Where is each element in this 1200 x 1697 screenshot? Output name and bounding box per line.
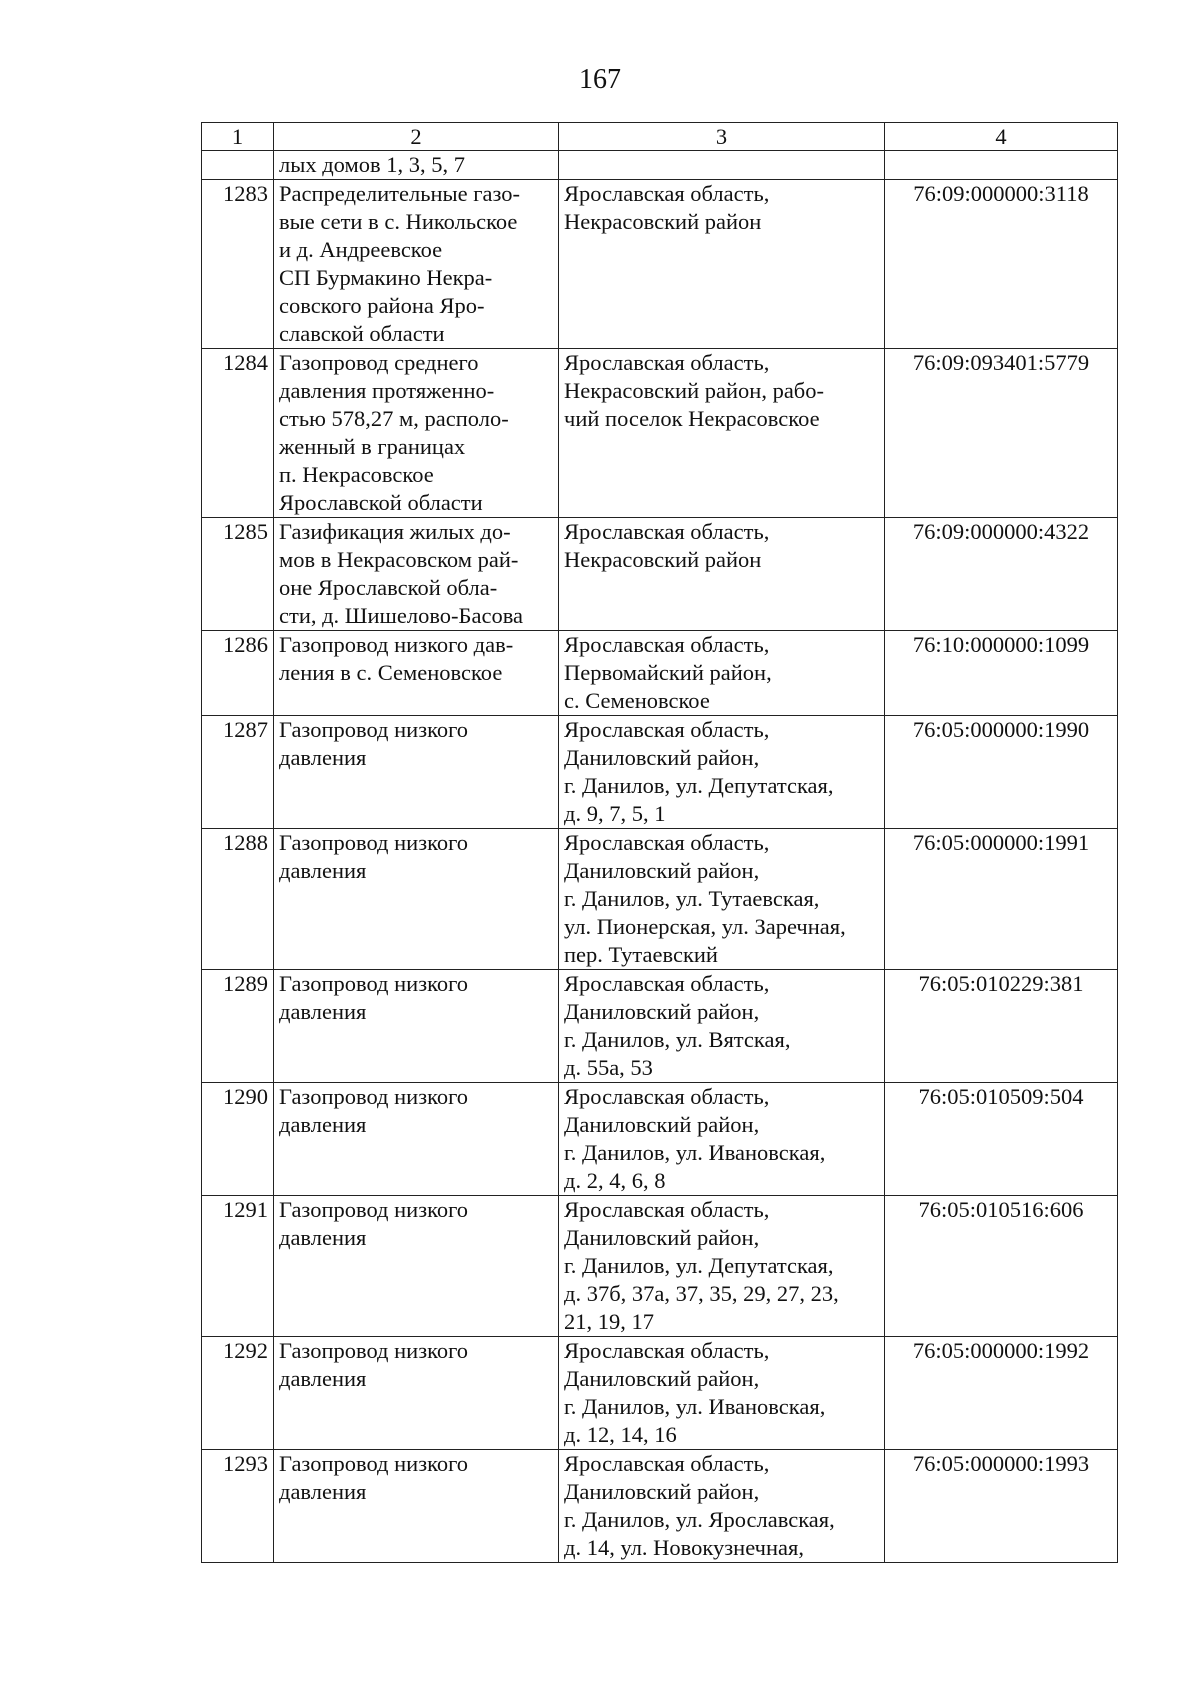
column-header-3: 3 [559,123,885,151]
object-name: Газопровод среднего давления протяженно- стью 578,27 м, располо- женный в границах п. Некрасовское Ярославской области [274,349,559,518]
row-number: 1291 [202,1196,274,1337]
table-row [202,180,1118,349]
object-location: Ярославская область, Некрасовский район [559,518,885,631]
column-header-4: 4 [885,123,1118,151]
column-header-2: 2 [274,123,559,151]
object-name: Газопровод низкого давления [274,970,559,1083]
cadastral-number: 76:09:000000:3118 [885,180,1118,349]
row-number: 1286 [202,631,274,716]
object-location: Ярославская область, Даниловский район, г. Данилов, ул. Ивановская, д. 12, 14, 16 [559,1337,885,1450]
column-header-1: 1 [202,123,274,151]
row-number: 1283 [202,180,274,349]
row-number: 1285 [202,518,274,631]
table-row [202,716,1118,829]
object-name: Газопровод низкого давления [274,829,559,970]
row-number: 1288 [202,829,274,970]
cadastral-number: 76:09:093401:5779 [885,349,1118,518]
table-row [202,349,1118,518]
object-name: лых домов 1, 3, 5, 7 [274,151,559,180]
registry-table [201,122,1118,1563]
object-location: Ярославская область, Даниловский район, г. Данилов, ул. Вятская, д. 55а, 53 [559,970,885,1083]
table-row [202,1450,1118,1563]
object-location: Ярославская область, Даниловский район, г. Данилов, ул. Тутаевская, ул. Пионерская, ул. Заречная, пер. Тутаевский [559,829,885,970]
object-location: Ярославская область, Даниловский район, г. Данилов, ул. Депутатская, д. 9, 7, 5, 1 [559,716,885,829]
object-name: Распределительные газо- вые сети в с. Никольское и д. Андреевское СП Бурмакино Некра- совского района Яро- славской области [274,180,559,349]
page-number: 167 [579,64,621,95]
table-row [202,1083,1118,1196]
cadastral-number: 76:05:000000:1993 [885,1450,1118,1563]
cadastral-number: 76:05:000000:1990 [885,716,1118,829]
object-name: Газопровод низкого давления [274,1450,559,1563]
object-name: Газопровод низкого давления [274,1196,559,1337]
row-number: 1292 [202,1337,274,1450]
cadastral-number [885,151,1118,180]
table-row [202,970,1118,1083]
row-number: 1289 [202,970,274,1083]
object-name: Газопровод низкого давления [274,1337,559,1450]
object-location: Ярославская область, Даниловский район, г. Данилов, ул. Депутатская, д. 37б, 37а, 37, 35, 29, 27, 23, 21, 19, 17 [559,1196,885,1337]
cadastral-number: 76:05:000000:1992 [885,1337,1118,1450]
cadastral-number: 76:05:000000:1991 [885,829,1118,970]
row-number [202,151,274,180]
table-row [202,1196,1118,1337]
object-location [559,151,885,180]
row-number: 1284 [202,349,274,518]
object-name: Газопровод низкого давления [274,1083,559,1196]
row-number: 1287 [202,716,274,829]
object-location: Ярославская область, Некрасовский район, рабо- чий поселок Некрасовское [559,349,885,518]
table-row [202,829,1118,970]
cadastral-number: 76:05:010516:606 [885,1196,1118,1337]
table-header-row [202,123,1118,151]
object-location: Ярославская область, Даниловский район, г. Данилов, ул. Ярославская, д. 14, ул. Новокузнечная, [559,1450,885,1563]
cadastral-number: 76:10:000000:1099 [885,631,1118,716]
object-location: Ярославская область, Некрасовский район [559,180,885,349]
object-name: Газификация жилых до- мов в Некрасовском рай- оне Ярославской обла- сти, д. Шишелово-Басова [274,518,559,631]
table-row-continuation [202,151,1118,180]
cadastral-number: 76:09:000000:4322 [885,518,1118,631]
object-location: Ярославская область, Даниловский район, г. Данилов, ул. Ивановская, д. 2, 4, 6, 8 [559,1083,885,1196]
table-row [202,631,1118,716]
row-number: 1293 [202,1450,274,1563]
object-name: Газопровод низкого дав- ления в с. Семеновское [274,631,559,716]
cadastral-number: 76:05:010229:381 [885,970,1118,1083]
object-name: Газопровод низкого давления [274,716,559,829]
table-row [202,1337,1118,1450]
row-number: 1290 [202,1083,274,1196]
cadastral-number: 76:05:010509:504 [885,1083,1118,1196]
object-location: Ярославская область, Первомайский район, с. Семеновское [559,631,885,716]
table-row [202,518,1118,631]
